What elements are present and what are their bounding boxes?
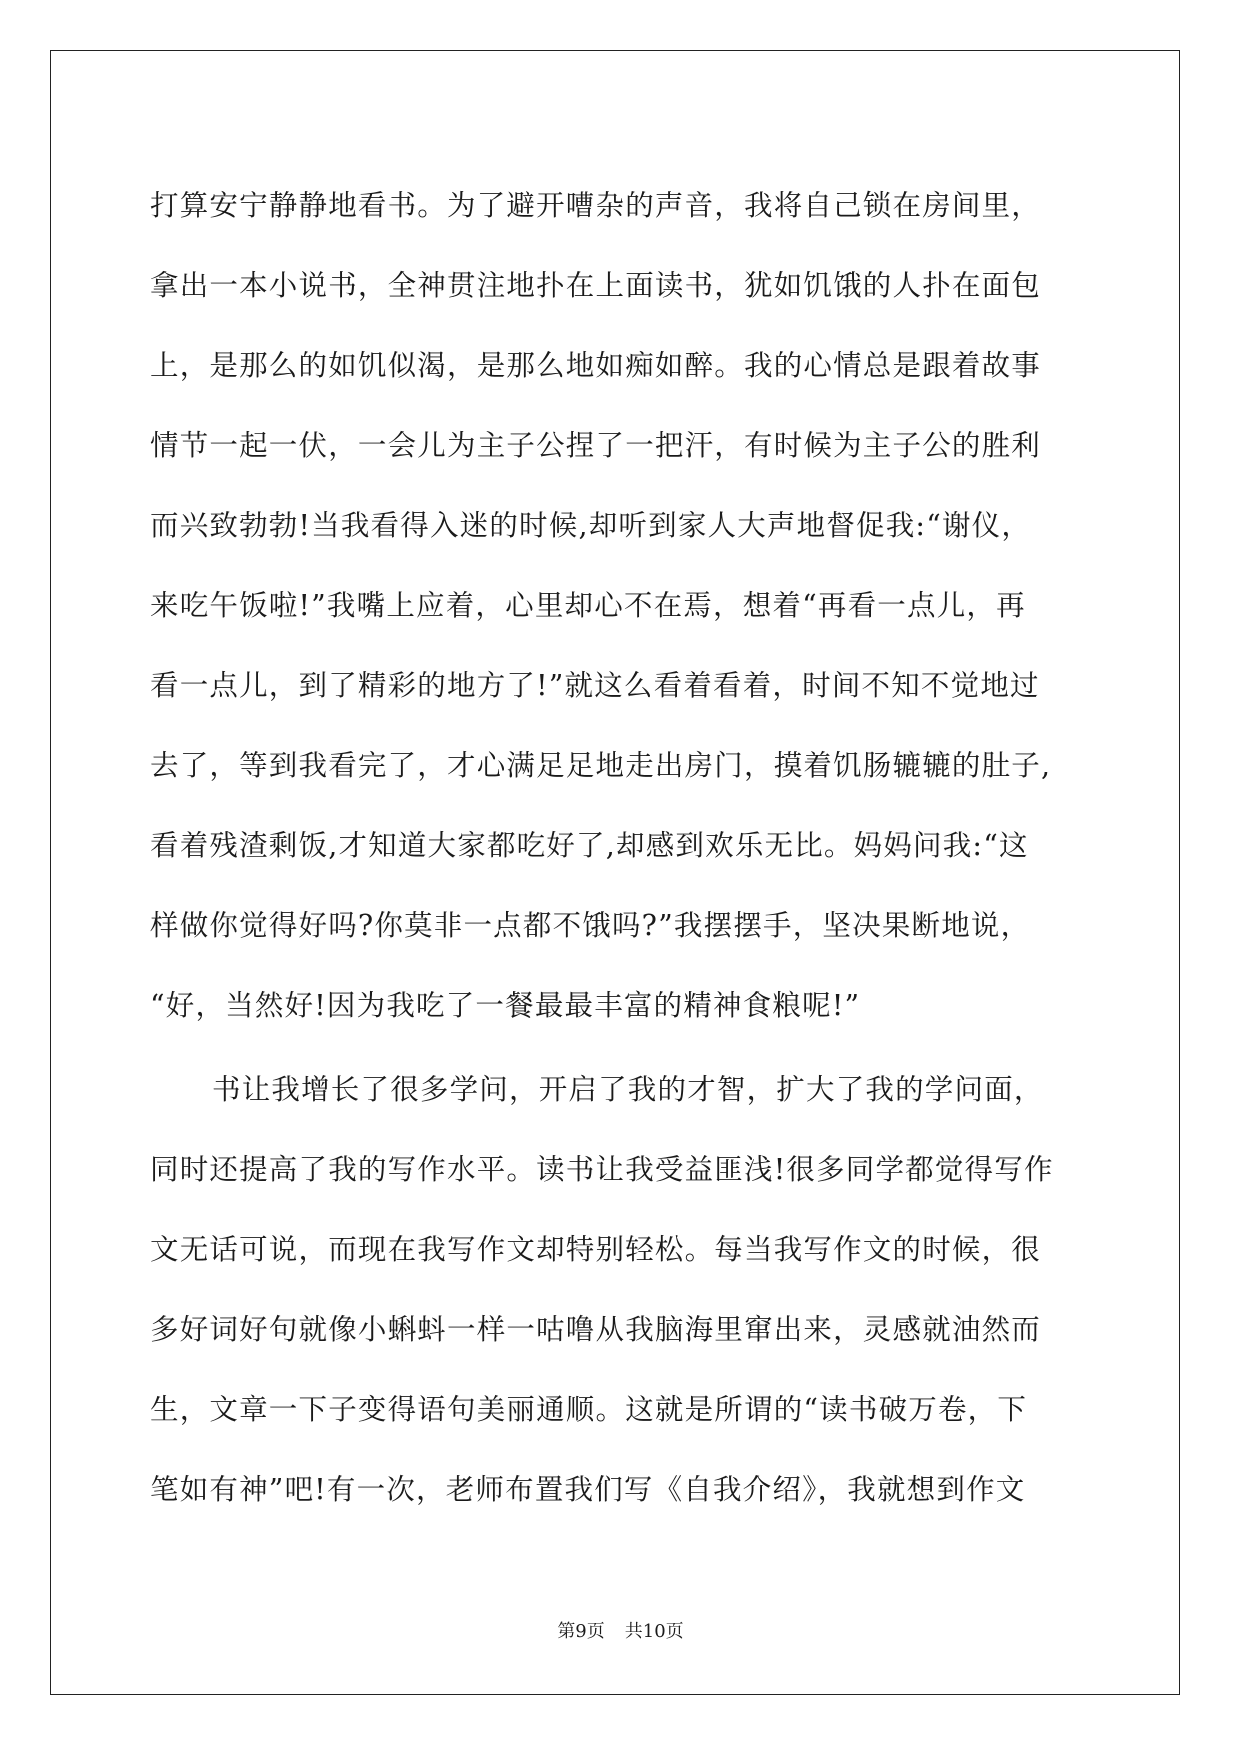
page-number: 第9页 [557, 1621, 605, 1642]
page-footer [0, 1620, 1241, 1644]
text-line: 样做你觉得好吗?你莫非一点都不饿吗?”我摆摆手，坚决果断地说， [150, 909, 1031, 942]
text-line: 来吃午饭啦!”我嘴上应着，心里却心不在焉，想着“再看一点儿，再 [150, 589, 1026, 622]
text-line: 文无话可说，而现在我写作文却特别轻松。每当我写作文的时候，很 [150, 1233, 1042, 1266]
text-line: 拿出一本小说书，全神贯注地扑在上面读书，犹如饥饿的人扑在面包 [150, 269, 1042, 302]
text-line: 看一点儿，到了精彩的地方了!”就这么看着看着，时间不知不觉地过 [150, 669, 1040, 702]
text-line: 看着残渣剩饭,才知道大家都吃好了,却感到欢乐无比。妈妈问我:“这 [150, 829, 1029, 862]
text-line: 上，是那么的如饥似渴，是那么地如痴如醉。我的心情总是跟着故事 [150, 349, 1042, 382]
paragraph-1 [150, 166, 1090, 1046]
text-line: 打算安宁静静地看书。为了避开嘈杂的声音，我将自己锁在房间里， [150, 189, 1042, 222]
text-line: “好，当然好!因为我吃了一餐最最丰富的精神食粮呢!” [150, 989, 861, 1022]
text-line: 情节一起一伏，一会儿为主子公捏了一把汗，有时候为主子公的胜利 [150, 429, 1042, 462]
page-total: 共10页 [624, 1621, 684, 1642]
text-line: 去了，等到我看完了，才心满足足地走出房门，摸着饥肠辘辘的肚子, [150, 749, 1052, 782]
text-line: 书让我增长了很多学问，开启了我的才智，扩大了我的学问面， [212, 1073, 1044, 1106]
text-line: 生，文章一下子变得语句美丽通顺。这就是所谓的“读书破万卷，下 [150, 1393, 1028, 1426]
text-line: 多好词好句就像小蝌蚪一样一咕噜从我脑海里窜出来，灵感就油然而 [150, 1313, 1042, 1346]
text-line: 笔如有神”吧!有一次，老师布置我们写《自我介绍》，我就想到作文 [150, 1473, 1026, 1506]
paragraph-2 [150, 1050, 1090, 1530]
text-line: 而兴致勃勃!当我看得入迷的时候,却听到家人大声地督促我:“谢仪， [150, 509, 1032, 542]
text-line: 同时还提高了我的写作水平。读书让我受益匪浅!很多同学都觉得写作 [150, 1153, 1054, 1186]
